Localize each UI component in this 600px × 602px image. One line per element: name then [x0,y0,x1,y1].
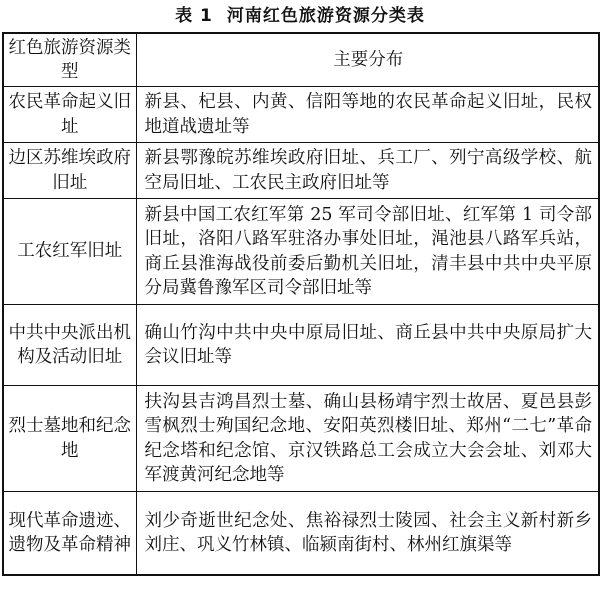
row-distribution: 新县中国工农红军第 25 军司令部旧址、红军第 1 司令部旧址，洛阳八路军驻洛办事处旧址，渑池县八路军兵站，商丘县淮海战役前委后勤机关旧址，清丰县中共中央平原分局冀鲁豫军区司令部旧址等 [136,199,599,305]
table-row [3,87,599,143]
table-caption [0,4,600,28]
table-header-row [3,33,599,87]
header-distribution: 主要分布 [136,33,599,87]
row-distribution: 新县、杞县、内黄、信阳等地的农民革命起义旧址，民权地道战遗址等 [136,87,599,143]
row-distribution: 扶沟县吉鸿昌烈士墓、确山县杨靖宇烈士故居、夏邑县彭雪枫烈士殉国纪念地、安阳英烈楼旧址、郑州“二七”革命纪念塔和纪念馆、京汉铁路总工会成立大会会址、刘邓大军渡黄河纪念地等 [136,386,599,492]
row-type: 工农红军旧址 [3,199,136,305]
resource-table [2,32,600,576]
row-type: 现代革命遗迹、遗物及革命精神 [3,492,136,576]
table-row [3,199,599,305]
row-type: 烈士墓地和纪念地 [3,386,136,492]
row-distribution: 新县鄂豫皖苏维埃政府旧址、兵工厂、列宁高级学校、航空局旧址、工农民主政府旧址等 [136,143,599,199]
row-type: 中共中央派出机构及活动旧址 [3,305,136,386]
header-type: 红色旅游资源类型 [3,33,136,87]
table-row [3,143,599,199]
table-row [3,386,599,492]
table-title: 河南红色旅游资源分类表 [226,6,425,26]
table-row [3,492,599,576]
row-distribution: 确山竹沟中共中央中原局旧址、商丘县中共中央原局扩大会议旧址等 [136,305,599,386]
table-number: 表 1 [175,6,213,26]
table-row [3,305,599,386]
row-distribution: 刘少奇逝世纪念处、焦裕禄烈士陵园、社会主义新村新乡刘庄、巩义竹林镇、临颍南街村、林州红旗渠等 [136,492,599,576]
row-type: 边区苏维埃政府旧址 [3,143,136,199]
row-type: 农民革命起义旧址 [3,87,136,143]
